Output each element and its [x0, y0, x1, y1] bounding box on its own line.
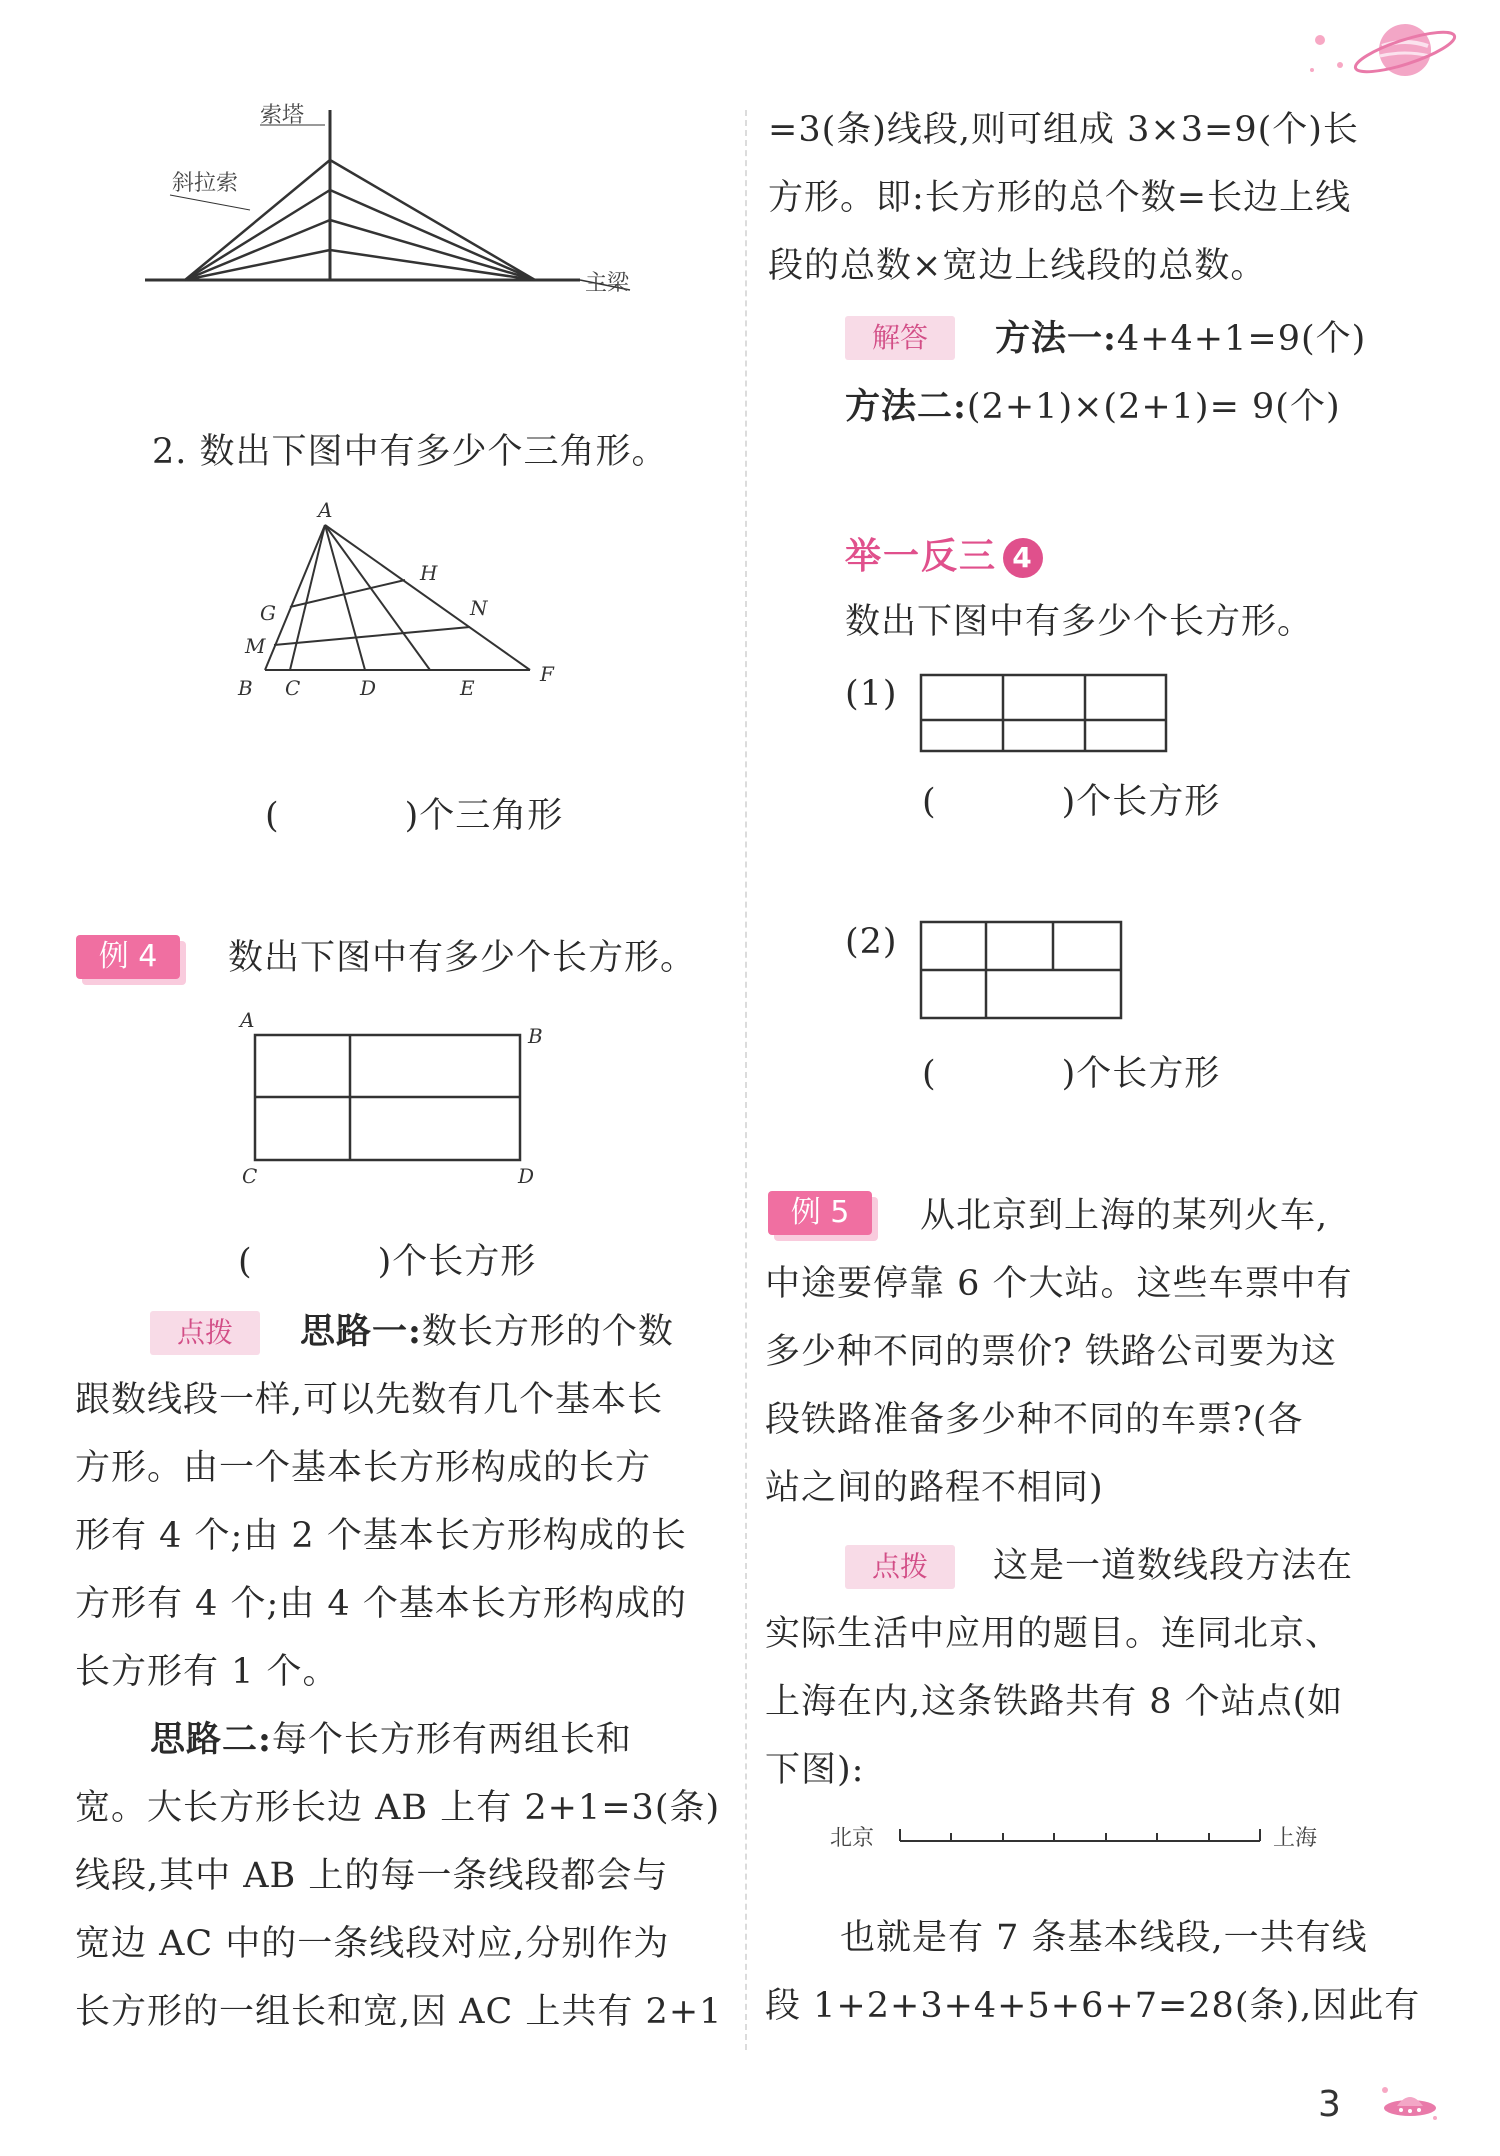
practice-figure-1	[918, 672, 1170, 756]
idea1-line-5: 长方形有 1 个。	[75, 1652, 339, 1692]
corner-D: D	[518, 1164, 535, 1188]
practice-number: 4	[1003, 538, 1043, 578]
corner-C: C	[242, 1164, 258, 1188]
solution-tag: 解答	[845, 316, 955, 360]
method2-value: (2+1)×(2+1)= 9(个)	[966, 387, 1341, 427]
practice-title	[845, 528, 1043, 579]
idea1-line-3: 形有 4 个;由 2 个基本长方形构成的长	[75, 1516, 687, 1556]
answer-open-paren: (	[922, 1054, 937, 1094]
answer-suffix: )个长方形	[1061, 1054, 1221, 1094]
example5-text	[765, 1182, 1353, 1522]
example5-tail	[765, 1904, 1420, 2040]
point-D: D	[360, 676, 377, 700]
example4-tag: 例 4	[76, 935, 180, 979]
answer-suffix: )个长方形	[1061, 782, 1221, 822]
idea2-line-3: 宽边 AC 中的一条线段对应,分别作为	[75, 1924, 670, 1964]
point-G: G	[260, 601, 276, 625]
point-A: A	[318, 498, 333, 522]
page-number: 3	[1318, 2084, 1341, 2125]
practice-part2-label: (2)	[845, 922, 898, 962]
hint-line-2: 上海在内,这条铁路共有 8 个站点(如	[765, 1682, 1344, 1722]
idea2-line-0: 每个长方形有两组长和	[271, 1720, 632, 1760]
tail-line-1: 段 1+2+3+4+5+6+7=28(条),因此有	[765, 1986, 1421, 2026]
ufo-decoration-icon	[1375, 2080, 1445, 2130]
idea2-title: 思路二:	[150, 1719, 272, 1760]
answer-suffix: )个长方形	[377, 1242, 537, 1282]
tail-line-0: 也就是有 7 条基本线段,一共有线	[840, 1918, 1368, 1958]
hint-line-1: 实际生活中应用的题目。连同北京、	[765, 1614, 1342, 1654]
practice-answer-1	[922, 768, 1220, 836]
cable-bridge-figure	[140, 100, 660, 300]
point-C: C	[285, 676, 301, 700]
exercise2-answer	[265, 782, 563, 850]
example5-line-2: 多少种不同的票价? 铁路公司要为这	[765, 1332, 1337, 1372]
right-line-2: 段的总数×宽边上线段的总数。	[768, 246, 1267, 286]
planet-decoration-icon	[1300, 10, 1470, 90]
method1-value: 4+4+1=9(个)	[1116, 319, 1367, 359]
example5-hint-text	[765, 1532, 1353, 1804]
point-B: B	[238, 676, 253, 700]
practice-title-text: 举一反三	[845, 536, 998, 577]
example5-line-1: 中途要停靠 6 个大站。这些车票中有	[765, 1264, 1353, 1304]
answer-open-paren: (	[238, 1242, 253, 1282]
exercise2-question: 2. 数出下图中有多少个三角形。	[152, 432, 668, 472]
column-divider	[745, 110, 747, 2050]
idea1-title: 思路一:	[300, 1311, 422, 1352]
tower-label: 索塔	[260, 103, 305, 128]
example5-line-3: 段铁路准备多少种不同的车票?(各	[765, 1400, 1304, 1440]
idea1-line-2: 方形。由一个基本长方形构成的长方	[75, 1448, 652, 1488]
example5-tag: 例 5	[768, 1191, 872, 1235]
idea2-line-2: 线段,其中 AB 上的每一条线段都会与	[75, 1856, 669, 1896]
point-N: N	[470, 596, 488, 620]
practice-figure-2	[918, 919, 1126, 1023]
corner-B: B	[528, 1024, 543, 1048]
idea1-line-4: 方形有 4 个;由 4 个基本长方形构成的	[75, 1584, 687, 1624]
rectangle-figure-abcd	[230, 1005, 550, 1190]
answer-open-paren: (	[265, 796, 280, 836]
example5-line-4: 站之间的路程不相同)	[765, 1468, 1104, 1508]
railway-end-label: 上海	[1273, 1826, 1318, 1851]
practice-answer-2	[922, 1040, 1220, 1108]
point-H: H	[420, 561, 438, 585]
right-line-1: 方形。即:长方形的总个数=长边上线	[768, 178, 1352, 218]
example4-answer	[238, 1228, 536, 1296]
idea2-line-4: 长方形的一组长和宽,因 AC 上共有 2+1	[75, 1992, 723, 2032]
answer-open-paren: (	[922, 782, 937, 822]
idea1-line-1: 跟数线段一样,可以先数有几个基本长	[75, 1380, 664, 1420]
beam-label: 主梁	[585, 271, 630, 296]
practice-part1-label: (1)	[845, 674, 898, 714]
idea2-line-1: 宽。大长方形长边 AB 上有 2+1=3(条)	[75, 1788, 721, 1828]
example4-idea1	[75, 1298, 722, 2046]
example5-line-0: 从北京到上海的某列火车,	[920, 1196, 1329, 1236]
railway-start-label: 北京	[830, 1826, 875, 1851]
railway-line-figure	[825, 1815, 1345, 1855]
solution-method1	[995, 305, 1366, 373]
example5-hint-tag: 点拨	[845, 1545, 955, 1589]
corner-A: A	[240, 1008, 255, 1032]
point-E: E	[460, 676, 475, 700]
method2-label: 方法二:	[845, 386, 967, 427]
answer-suffix: )个三角形	[404, 796, 564, 836]
right-top-text	[768, 96, 1359, 300]
hint-line-0: 这是一道数线段方法在	[993, 1546, 1354, 1586]
point-F: F	[540, 662, 554, 686]
example4-question: 数出下图中有多少个长方形。	[228, 938, 697, 978]
right-line-0: =3(条)线段,则可组成 3×3=9(个)长	[768, 110, 1359, 150]
triangle-figure	[230, 495, 570, 720]
practice-question: 数出下图中有多少个长方形。	[845, 602, 1314, 642]
solution-method2	[845, 373, 1341, 441]
method1-label: 方法一:	[995, 318, 1117, 359]
hint-line-3: 下图):	[765, 1750, 865, 1790]
example4-hint-tag: 点拨	[150, 1311, 260, 1355]
point-M: M	[245, 634, 266, 658]
idea1-line-0: 数长方形的个数	[421, 1312, 674, 1352]
cables-label: 斜拉索	[172, 171, 239, 196]
